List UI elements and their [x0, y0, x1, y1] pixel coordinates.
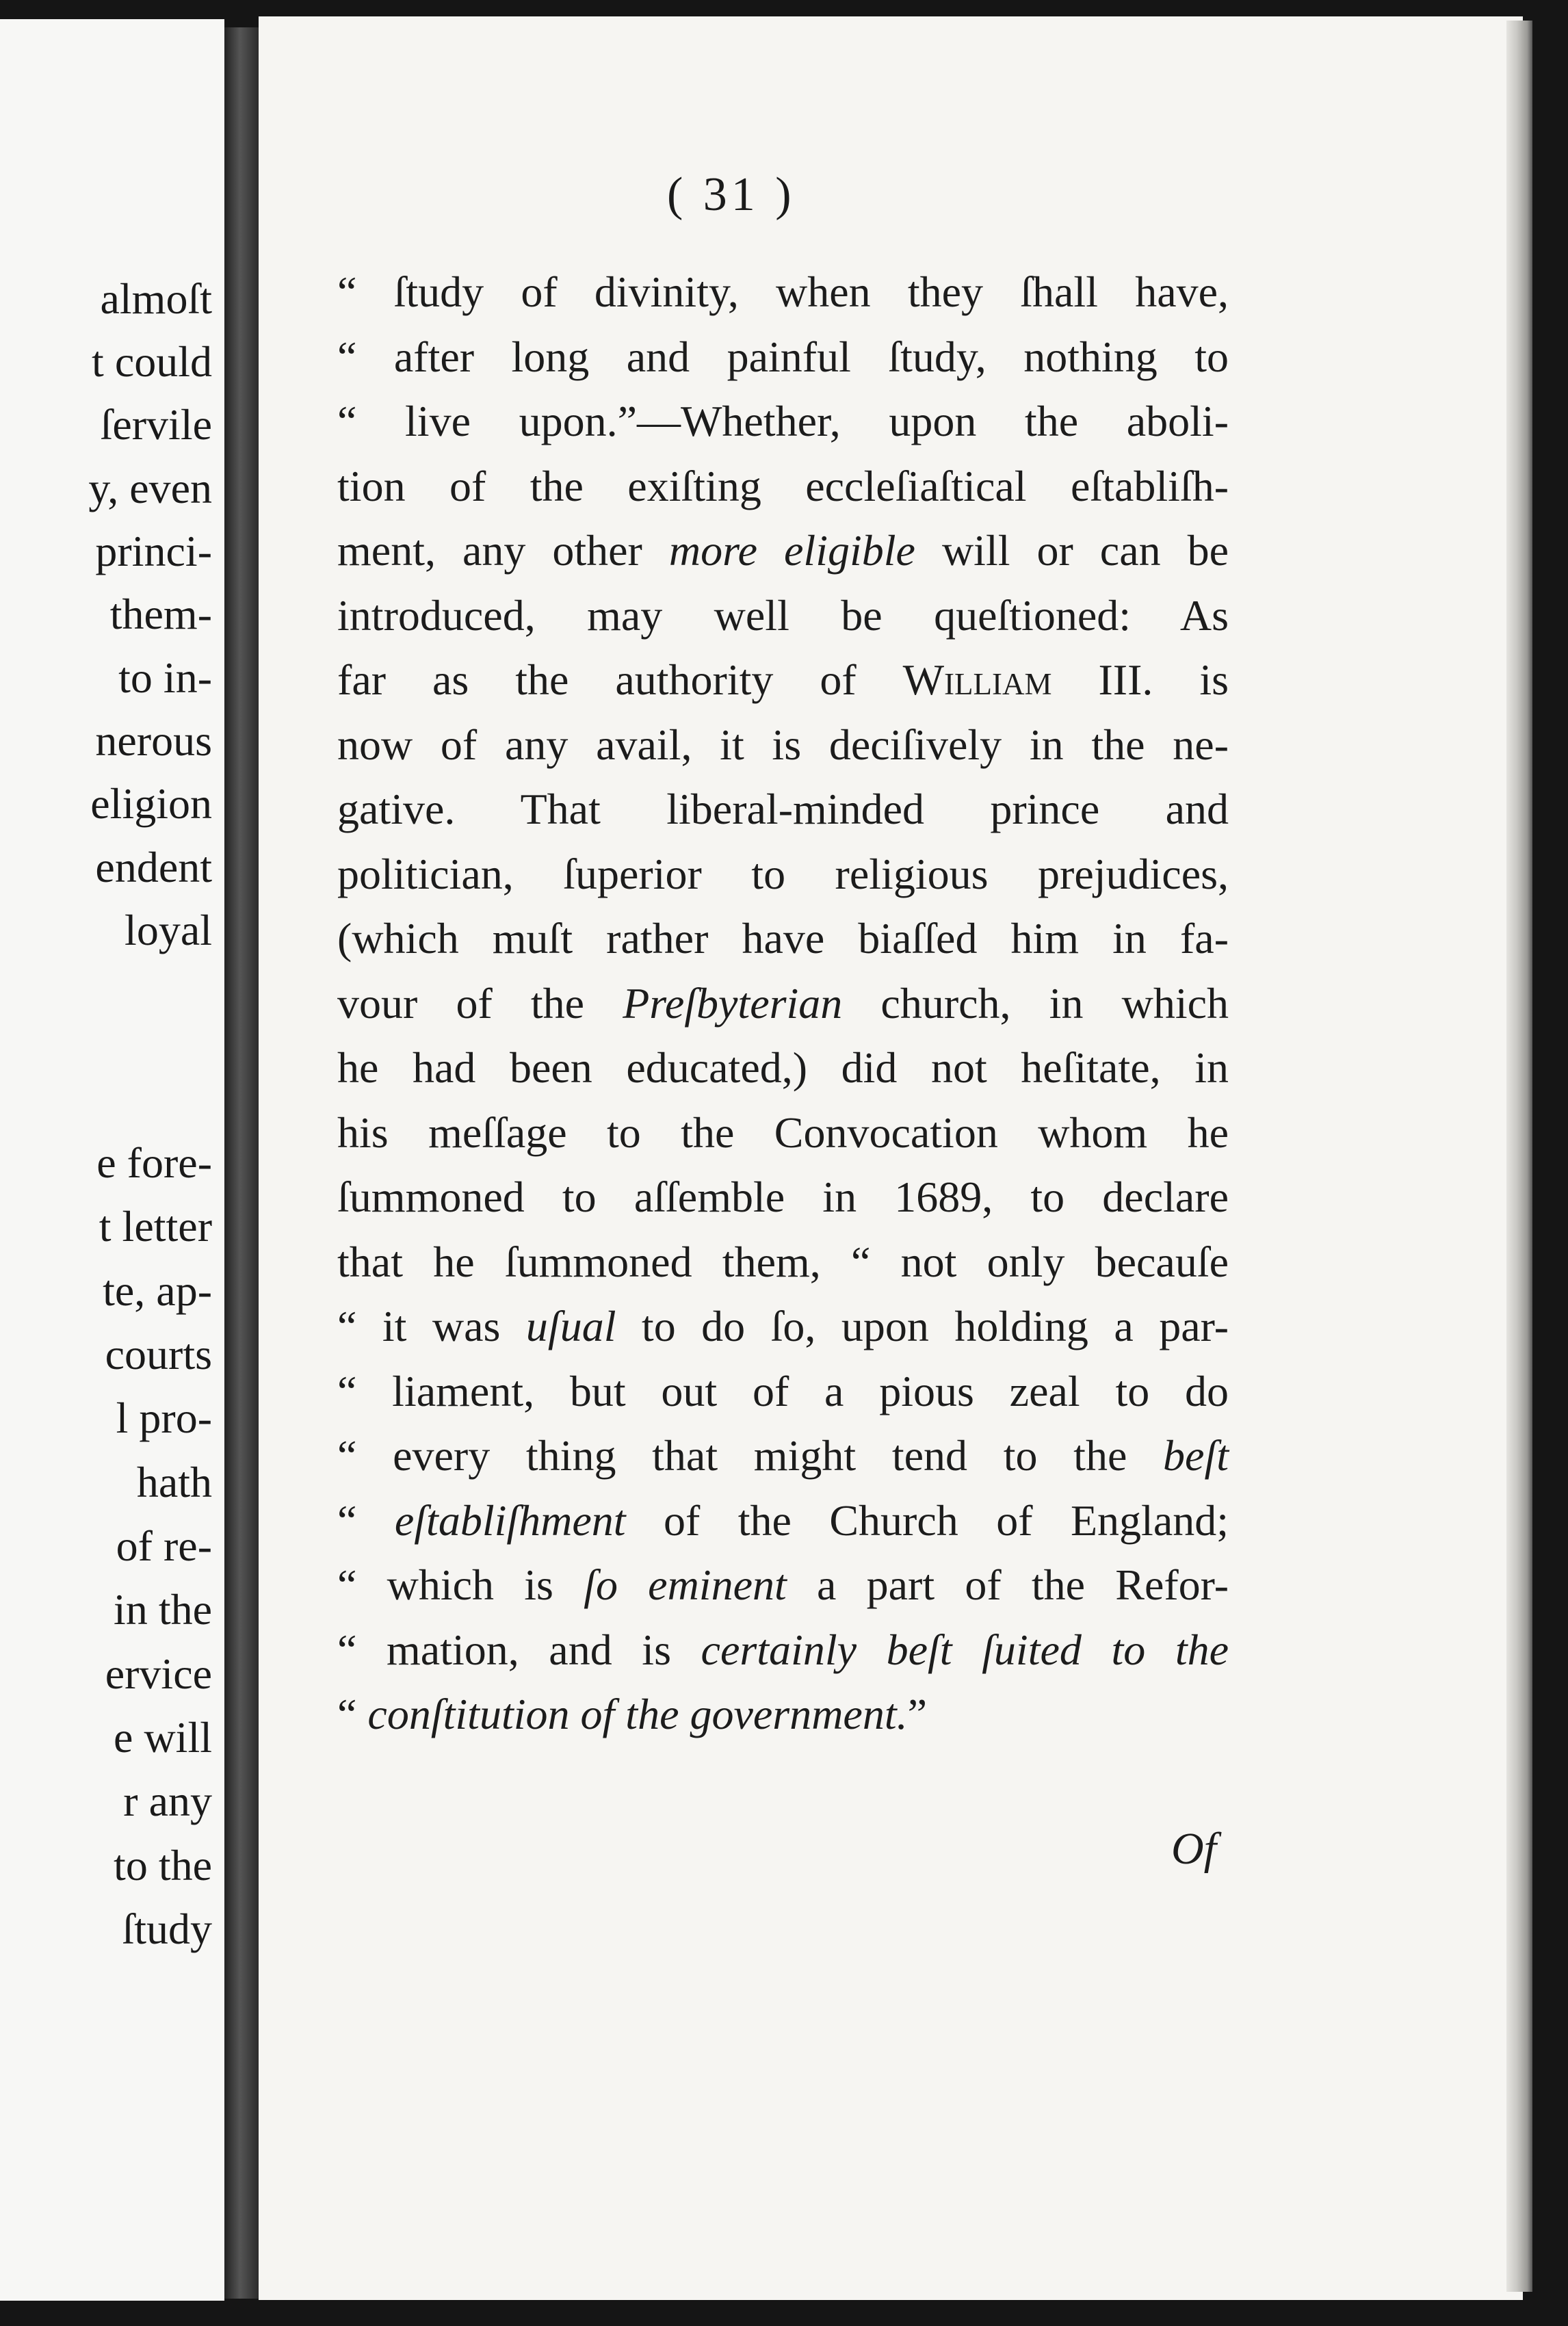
- book-gutter: [224, 27, 259, 2299]
- text-line: introduced, may well be queſtioned: As: [337, 590, 1229, 640]
- left-page-line: y, even: [88, 464, 212, 512]
- text-line: “ live upon.”—Whether, upon the aboli-: [337, 397, 1229, 445]
- left-page-line: of re-: [116, 1521, 212, 1570]
- text-line: gative. That liberal-minded prince and: [337, 785, 1229, 833]
- text-line: that he ſummoned them, “ not only becauſe: [337, 1237, 1229, 1286]
- left-page-line: in the: [114, 1585, 212, 1634]
- left-page-line: princi-: [95, 527, 212, 575]
- text-line: “ every thing that might tend to the beſt: [337, 1431, 1229, 1480]
- catchword: Of: [1171, 1824, 1216, 1874]
- text-line: his meſſage to the Convocation whom he: [337, 1108, 1229, 1157]
- text-line: ment, any other more eligible will or can be: [337, 526, 1229, 575]
- text-line: vour of the Preſbyterian church, in which: [337, 978, 1229, 1028]
- left-page-line: hath: [136, 1458, 212, 1506]
- left-page-line: l pro-: [116, 1394, 212, 1442]
- page-number: ( 31 ): [667, 168, 796, 221]
- text-line: “ eſtabliſhment of the Church of England;: [337, 1495, 1229, 1545]
- text-line: “ after long and painful ſtudy, nothing to: [337, 332, 1229, 381]
- text-line: “ conſtitution of the government.”: [337, 1690, 927, 1738]
- text-line: “ ſtudy of divinity, when they ſhall have,: [337, 267, 1229, 316]
- left-page-line: t could: [92, 337, 212, 386]
- left-page-line: courts: [105, 1330, 212, 1378]
- text-line: ſummoned to aſſemble in 1689, to declare: [337, 1173, 1229, 1221]
- left-page-line: te, ap-: [103, 1266, 212, 1315]
- left-page-line: almoſt: [100, 274, 212, 323]
- text-line: “ it was uſual to do ſo, upon holding a par-: [337, 1302, 1229, 1350]
- text-line: tion of the exiſting eccleſiaſtical eſtabliſh-: [337, 461, 1229, 510]
- left-page: [0, 19, 224, 2301]
- left-page-line: nerous: [95, 716, 212, 765]
- left-page-line: e will: [114, 1713, 212, 1762]
- left-page-line: endent: [95, 843, 212, 891]
- left-page-line: ervice: [105, 1649, 212, 1698]
- left-page-line: t letter: [99, 1202, 212, 1251]
- text-line: (which muſt rather have biaſſed him in fa-: [337, 914, 1229, 963]
- text-line: “ mation, and is certainly beſt ſuited to the: [337, 1625, 1229, 1674]
- page-edge: [1506, 21, 1532, 2292]
- left-page-line: to in-: [118, 653, 212, 702]
- text-line: he had been educated,) did not heſitate, in: [337, 1043, 1229, 1092]
- left-page-line: to the: [114, 1841, 212, 1890]
- left-page-line: ſervile: [100, 400, 212, 449]
- text-line: far as the authority of William III. is: [337, 655, 1229, 704]
- text-line: now of any avail, it is deciſively in the ne-: [337, 720, 1229, 769]
- left-page-line: loyal: [125, 906, 212, 954]
- left-page-line: eligion: [90, 779, 212, 828]
- body-text: [337, 260, 1229, 1747]
- text-line: “ liament, but out of a pious zeal to do: [337, 1366, 1229, 1415]
- left-page-line: e fore-: [96, 1138, 212, 1187]
- left-page-line: ſtudy: [122, 1905, 212, 1953]
- text-line: “ which is ſo eminent a part of the Refor-: [337, 1560, 1229, 1609]
- text-line: politician, ſuperior to religious prejudices,: [337, 849, 1229, 898]
- left-page-line: them-: [109, 590, 212, 638]
- left-page-line: r any: [123, 1777, 212, 1825]
